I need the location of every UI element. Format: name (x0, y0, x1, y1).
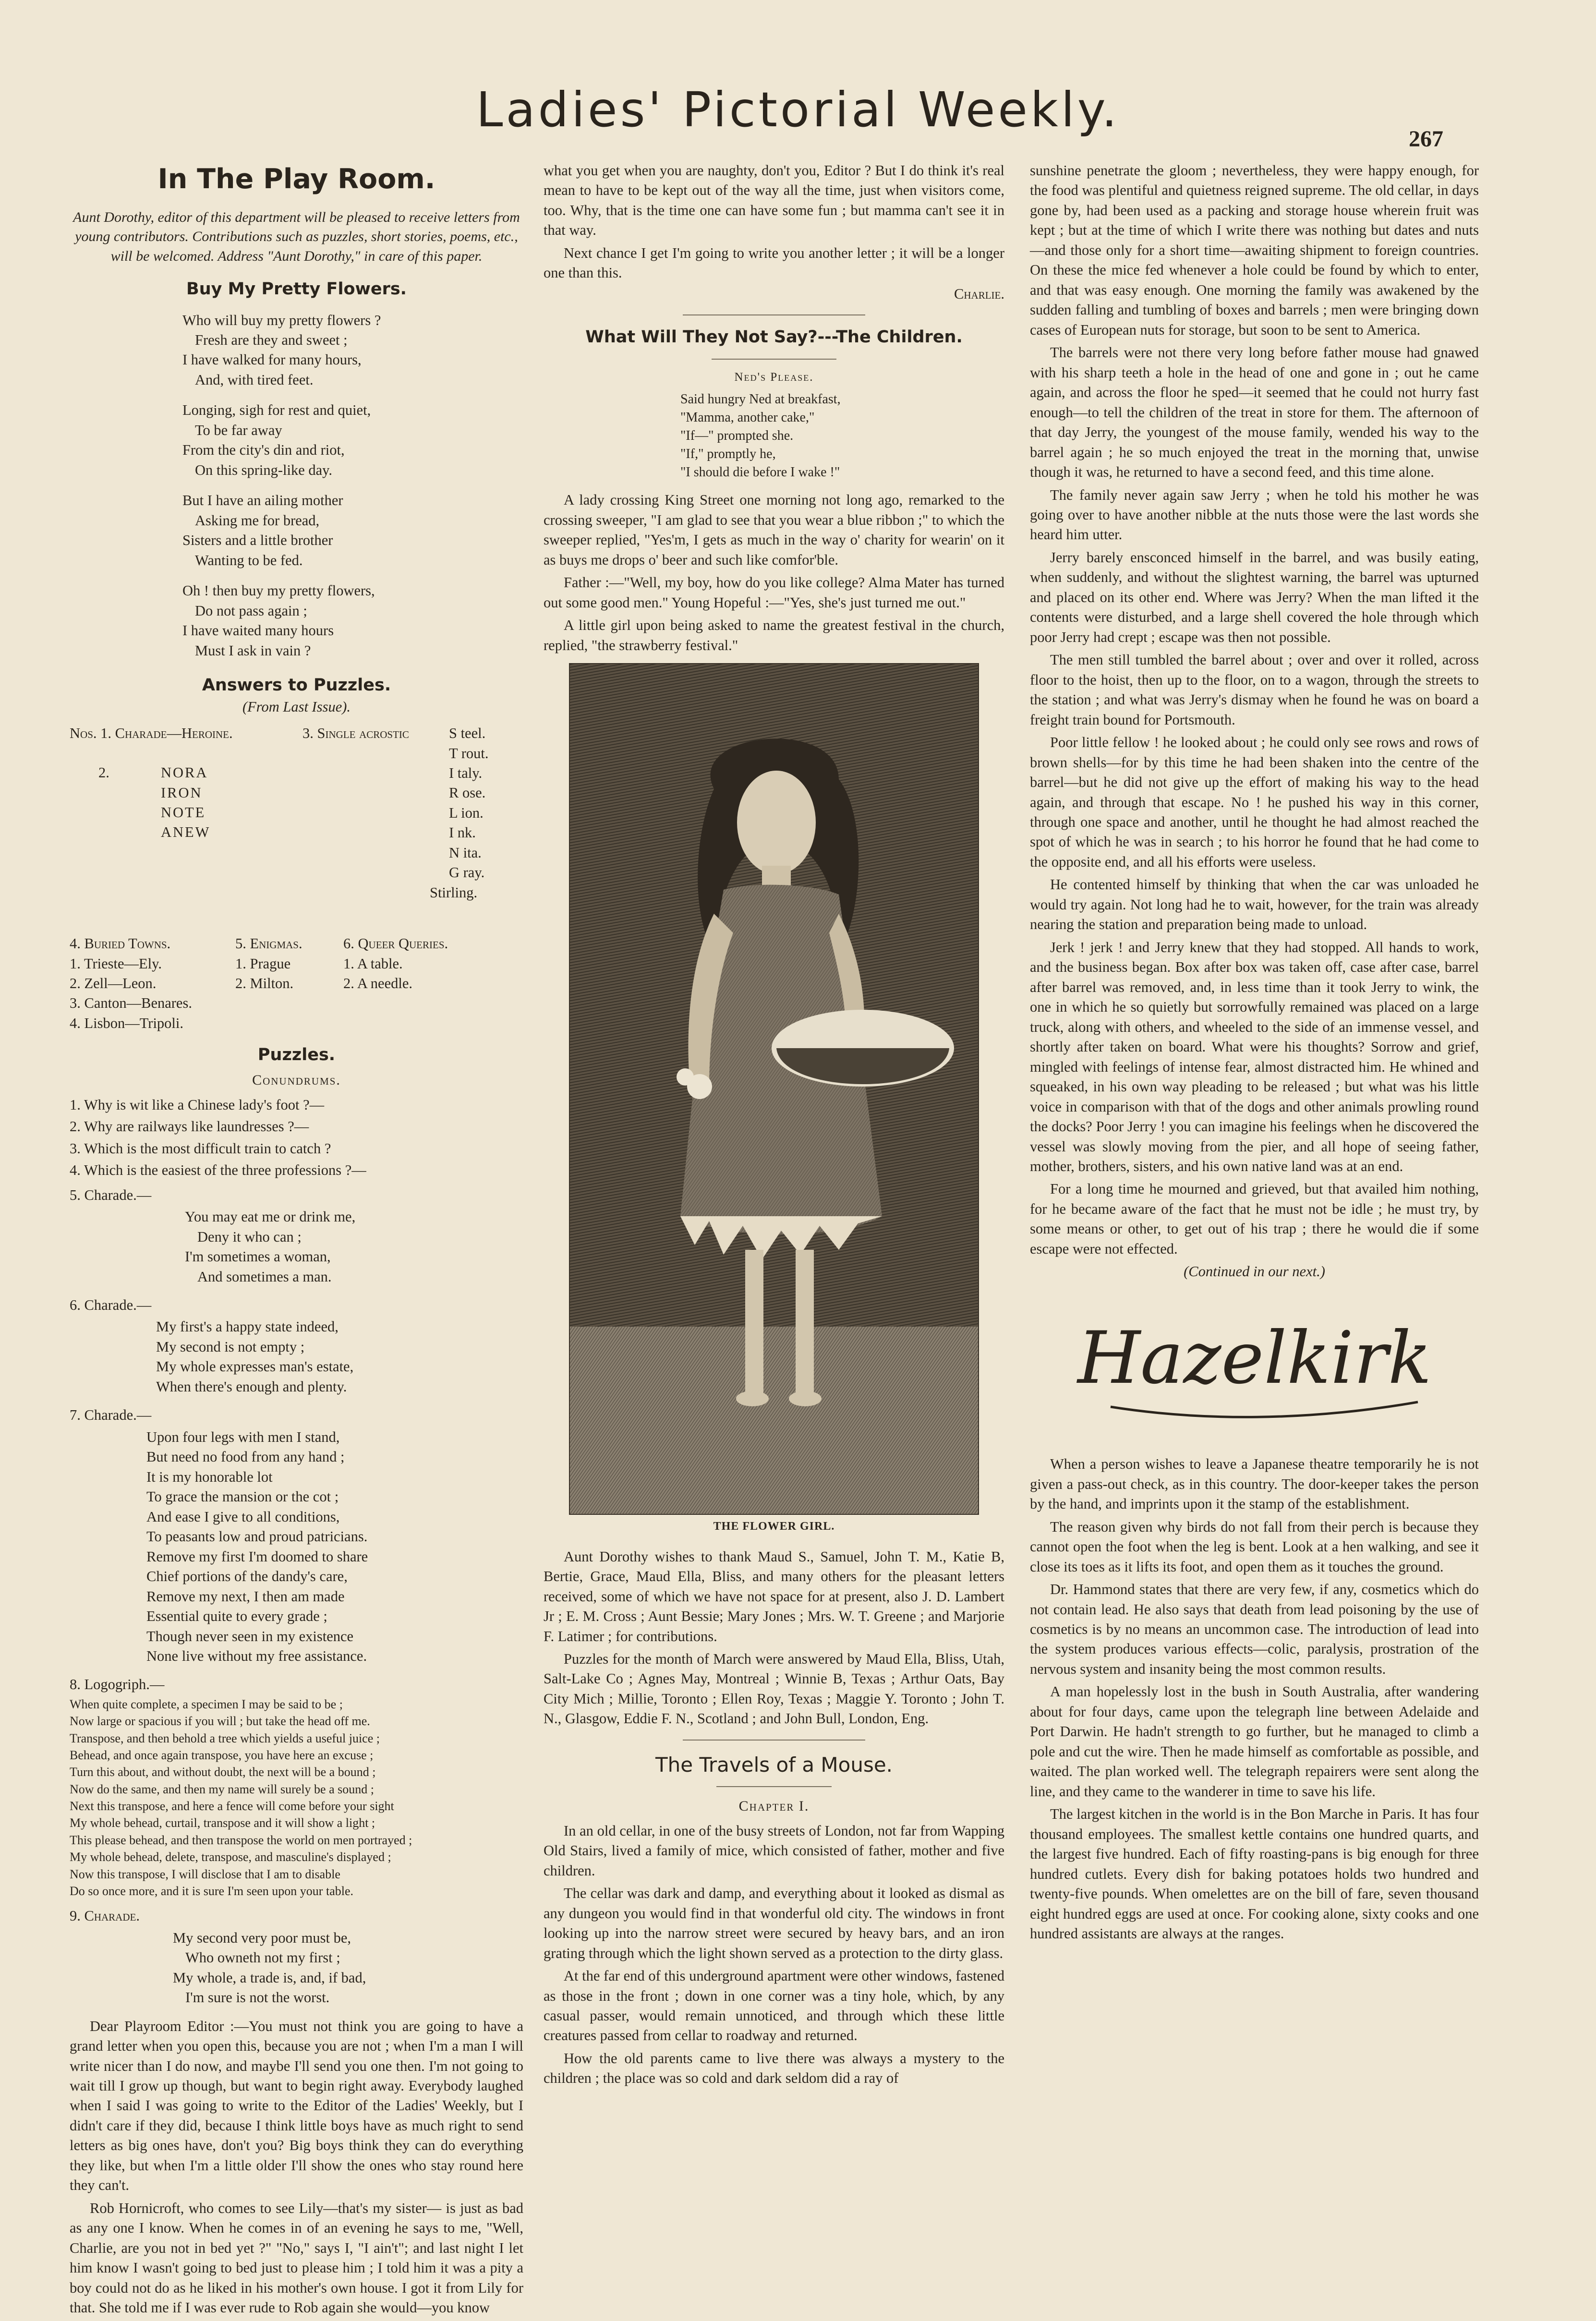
anecdote: A little girl upon being asked to name the greatest festival in the church, replied, "the strawberry festival." (544, 617, 1004, 653)
poem-line: And, with tired feet. (195, 371, 314, 388)
word-square-row: NOTE (161, 804, 206, 821)
signature-text: Hazelkirk (1077, 1316, 1432, 1400)
note-paragraph: When a person wishes to leave a Japanese theatre temporarily he is not given a pass-out check, as in this country. The door-keeper takes the person by the hand, and imprints upon it the stamp of the establishment. (1030, 1456, 1479, 1512)
story-title: The Travels of a Mouse. (655, 1753, 893, 1777)
poem-line: Sisters and a little brother (182, 532, 333, 549)
story-paragraph: The men still tumbled the barrel about ; over and over it rolled, across floor to the hoist, then up to the floor, on to a wagon, through the streets to the station ; and what was Jerry's dismay when he found he was on board a freight train bound for Portsmouth. (1030, 652, 1479, 728)
hazelkirk-signature-logo (1030, 1311, 1479, 1431)
poem-line: But I have an ailing mother (182, 492, 343, 509)
poem (182, 311, 523, 661)
verse-line: Next this transpose, and here a fence will come before your sight (70, 1799, 394, 1813)
story-paragraph: In an old cellar, in one of the busy streets of London, not far from Wapping Old Stairs, lived a family of mice, which consisted of father, mother and five children. (544, 1822, 1004, 1879)
conundrums-list (70, 1095, 523, 1181)
verse-line: My whole behead, curtail, transpose and it will show a light ; (70, 1816, 375, 1830)
poem-title: Buy My Pretty Flowers. (186, 279, 407, 299)
answers-column-head: 5. Enigmas. (235, 935, 302, 952)
engraving-illustration (570, 664, 978, 1514)
story-paragraph: The family never again saw Jerry ; when he told his mother he was going over to have another nibble at the nuts those were the last words she heard him utter. (1030, 486, 1479, 543)
puzzle-label: 5. Charade.— (70, 1186, 152, 1203)
verse-line: To grace the mansion or the cot ; (146, 1488, 339, 1505)
verse-line: You may eat me or drink me, (185, 1209, 356, 1225)
verse-line: "If," promptly he, (680, 447, 776, 462)
answer-cell (235, 993, 343, 1013)
answer-charade: Nos. 1. Charade—Heroine. (70, 725, 233, 742)
puzzle-7 (70, 1405, 523, 1666)
story-paragraph: The barrels were not there very long before father mouse had gnawed with his sharp teeth a hole in the head of one and gone in ; out he came again, and across the floor he sped—it seemed that he could not hurry fast enough—to tell the children of the treat in store for them. The afternoon of that day Jerry, the youngest of the mouse family, wended his way to the barrel again ; he so much enjoyed the treat in the morning that, unwise though it was, he returned to have a second feed, and this time alone. (1030, 344, 1479, 481)
verse-line: Remove my next, I then am made (146, 1588, 345, 1605)
word-square-row: NORA (161, 764, 208, 781)
answers-block (70, 724, 523, 925)
verse-line: Essential quite to every grade ; (146, 1608, 327, 1625)
poem-stanza (182, 581, 523, 661)
chapter-heading: Chapter I. (738, 1798, 810, 1814)
acrostic-row: T rout. (449, 745, 489, 762)
story-paragraph: sunshine penetrate the gloom ; nevertheless, they were happy enough, for the food was plentiful and quietness reigned supreme. The old cellar, in days gone by, had been used as a packing and storage house wherein fruit was kept ; but at the time of which I write there was nothing but dates and nuts—and those only for a short time—awaiting shipment to foreign countries. On these the mice fed whenever a hole could be found by which to enter, and that was easy enough. One morning the family was awakened by the sudden falling and tumbling of boxes and barrels ; men were bringing down cases of European nuts for storage, but soon to be sent to America. (1030, 162, 1479, 338)
acrostic-answers (430, 724, 489, 903)
answer-cell: 4. Lisbon—Tripoli. (70, 1015, 183, 1031)
puzzle-verse (70, 1696, 523, 1899)
verse-line: Transpose, and then behold a tree which yields a useful juice ; (70, 1731, 380, 1745)
answer-cell: 2. Zell—Leon. (70, 975, 157, 991)
puzzle-9 (70, 1906, 523, 2007)
verse-line: Now do the same, and then my name will surely be a sound ; (70, 1782, 374, 1796)
acrostic-row: L ion. (449, 804, 484, 821)
answer-cell: 3. Canton—Benares. (70, 995, 192, 1012)
poem-line: I have waited many hours (182, 622, 334, 639)
answer-cell (343, 993, 523, 1013)
acrostic-row: I taly. (449, 765, 483, 781)
verse-line: My whole expresses man's estate, (156, 1358, 354, 1375)
note-paragraph: Dr. Hammond states that there are very few, if any, cosmetics which do not contain lead. He also says that death from lead poisoning by the use of cosmetics is by no means an uncommon case. The introduction of lead into the system produces various effects—colic, paralysis, prostration of the nervous system and insanity being the most common results. (1030, 1581, 1479, 1677)
story-paragraph: Poor little fellow ! he looked about ; he could only see rows and rows of brown shells—for by this time he had been shaken into the centre of the barrel—but he did not give up the effort of making his way to the head again, and through that escape. No ! he pushed his way in this corner, through one space and another, until he thought he had almost reached the spot of which he was in search ; to his horror he found that he had come to the opposite end, and all his efforts were useless. (1030, 734, 1479, 870)
note-paragraph: The reason given why birds do not fall from their perch is because they cannot open the foot when the leg is bent. Look at a hen walking, and see it close its toes as it lifts its foot, and open them as it touches the ground. (1030, 1518, 1479, 1575)
children-sayings-title: What Will They Not Say?---The Children. (585, 327, 963, 347)
poem-line: From the city's din and riot, (182, 442, 345, 459)
answer-cell: 1. Trieste—Ely. (70, 955, 162, 972)
verse-line: And sometimes a man. (197, 1268, 332, 1285)
acrostic-row: Stirling. (430, 884, 478, 901)
verse-line: Now this transpose, I will disclose that I am to disable (70, 1867, 340, 1881)
verse-line: Chief portions of the dandy's care, (146, 1568, 348, 1585)
acrostic-row: S teel. (449, 725, 486, 742)
conundrums-title: Conundrums. (252, 1072, 341, 1088)
puzzle-verse (185, 1207, 523, 1287)
conundrum: 3. Which is the most difficult train to catch ? (70, 1140, 331, 1157)
acrostic-row: N ita. (449, 844, 482, 861)
answer-cell (343, 1014, 523, 1033)
conundrum: 2. Why are railways like laundresses ?— (70, 1118, 309, 1135)
flower-girl-engraving (569, 663, 979, 1515)
letter-paragraph: Rob Hornicroft, who comes to see Lily—that's my sister— is just as bad as any one I know. When he comes in of an evening he says to me, "Well, Charlie, are you not in bed yet ?" "No," says I, "I ain't"; and last night I let him know I wasn't going to bed just to please him ; I told him it was a pity a boy could not do as he liked in his mother's own house. I got it from Lily for that. She told me if I was ever rude to Rob again she would—you know (70, 2200, 523, 2316)
signature-flourish (1077, 1311, 1432, 1426)
divider (716, 1786, 832, 1787)
column-1 (70, 161, 523, 2321)
poem-line: Do not pass again ; (195, 602, 307, 619)
puzzle-label: 8. Logogriph.— (70, 1676, 165, 1693)
acrostic-row: R ose. (449, 785, 486, 801)
story-paragraph: Jerry barely ensconced himself in the barrel, and was busily eating, when suddenly, and without the slightest warning, the barrel was upturned and placed on its other end. Where was Jerry? When the man lifted it the contents were disturbed, and a large shell covered the hole through which poor Jerry had crept ; escape was then not possible. (1030, 549, 1479, 645)
divider (683, 314, 865, 315)
poem-line: On this spring-like day. (195, 461, 333, 478)
verse-line: Said hungry Ned at breakfast, (680, 391, 841, 407)
puzzle-verse (156, 1317, 523, 1397)
answer-cell: 1. A table. (343, 955, 403, 972)
divider (712, 359, 836, 360)
verse-line: Upon four legs with men I stand, (146, 1428, 340, 1445)
puzzle-5 (70, 1185, 523, 1287)
verse-line: Remove my first I'm doomed to share (146, 1548, 368, 1565)
story-paragraph: Jerk ! jerk ! and Jerry knew that they had stopped. All hands to work, and the business began. Box after box was taken off, case after case, barrel after barrel was removed, and, in less time than it took Jerry to wink, the one in which he so quietly but sorrowfully remained was placed on a large truck, along with others, and wheeled to the side of an immense vessel, and shortly after taken on board. What were his thoughts? Sorrow and grief, mingled with feelings of intense fear, almost distracted him. He whined and squeaked, in his own way pleading to be released ; but what was his little voice in comparison with that of the dogs and other animals prowling round the docks? Poor Jerry ! you can imagine his feelings when he discovered the vessel was slowly moving from the pier, and all hope of seeing father, mother, brothers, sisters, and his own native land was at an end. (1030, 939, 1479, 1174)
verse-line: It is my honorable lot (146, 1468, 273, 1485)
verse-line: To peasants low and proud patricians. (146, 1528, 368, 1545)
page-number: 267 (1409, 126, 1443, 152)
answer-cell: 2. Milton. (235, 975, 294, 991)
note-paragraph: A man hopelessly lost in the bush in South Australia, after wandering about for four days, came upon the telegraph line between Adelaide and Port Darwin. He hadn't strength to go further, but he managed to climb a pole and cut the wire. Then he made himself as comfortable as possible, and waited. The plan worked well. The telegraph repairers were sent along the line, and they came to the wanderer in time to save his life. (1030, 1683, 1479, 1800)
word-square (161, 763, 210, 843)
answer-cell (235, 1014, 343, 1033)
story-paragraph: The cellar was dark and damp, and everything about it looked as dismal as any dungeon you would find in that wonderful old city. The windows in front looking up into the narrow street were secured by heavy bars, and an iron grating through which the light shown served as a protection to the dirty glass. (544, 1885, 1004, 1961)
puzzle-6 (70, 1295, 523, 1397)
puzzle-verse (146, 1427, 523, 1667)
verse-line: Who owneth not my first ; (185, 1949, 340, 1966)
note-paragraph: The largest kitchen in the world is in the Bon Marche in Paris. It has four thousand employees. The smallest kettle contains one hundred quarts, and the largest five hundred. Each of fifty roasting-pans is big enough for three hundred cutlets. Every dish for baking potatoes holds two hundred and twenty-five pounds. When omelettes are on the bill of fare, seven thousand eight hundred eggs are used at once. For cooking alone, sixty cooks and one hundred assistants are always at the ranges. (1030, 1806, 1479, 1942)
verse-line: Turn this about, and without doubt, the next will be a bound ; (70, 1765, 376, 1779)
verse-line: "If—" prompted she. (680, 428, 794, 444)
verse-line: When there's enough and plenty. (156, 1378, 347, 1395)
verse-line: But need no food from any hand ; (146, 1449, 345, 1465)
story-paragraph: He contented himself by thinking that when the car was unloaded he would try again. Not long had he to wait, however, for the train was already nearing the station and preparation being made to unload. (1030, 876, 1479, 933)
story-paragraph: At the far end of this underground apartment were other windows, fastened as those in the front ; down in one corner was a tiny hole, which, by any casual passer, would remain unnoticed, and through which these little creatures passed from cellar to roadway and returned. (544, 1968, 1004, 2044)
answer-cell: 2. A needle. (343, 975, 412, 991)
poem-line: Oh ! then buy my pretty flowers, (182, 582, 375, 599)
word-square-row: ANEW (161, 824, 211, 841)
poem-line: Must I ask in vain ? (195, 642, 311, 659)
puzzles-title: Puzzles. (257, 1045, 336, 1065)
letter-paragraph: Dear Playroom Editor :—You must not think you are going to have a grand letter when you open this, because you are not ; when I'm a man I will write nicer than I do now, and maybe I'll send you one then. I'm not going to wait till I grow up though, but want to begin right away. Everybody laughed when I said I was going to write to the Editor of the Ladies' Weekly, but I didn't care if they did, because I think little boys have as much right to send letters as big ones have, don't you? Big boys think they can do everything they like, but when I'm a little older I'll show the ones who stay round here they can't. (70, 2018, 523, 2194)
verse-line: Behead, and once again transpose, you have here an excuse ; (70, 1748, 374, 1762)
thanks-paragraph: Aunt Dorothy wishes to thank Maud S., Samuel, John T. M., Katie B, Bertie, Grace, Maud Ella, Bliss, and many others for the pleasant letters received, some of which we have not space for at present, also J. D. Lambert Jr ; E. M. Cross ; Aunt Bessie; Mary Jones ; Mrs. W. T. Greene ; and Marjorie F. Latimer ; for contributions. (544, 1548, 1004, 1644)
verse-line: Now large or spacious if you will ; but take the head off me. (70, 1714, 370, 1729)
answers-column-head: 6. Queer Queries. (343, 935, 448, 952)
puzzle-8 (70, 1675, 523, 1899)
section-heading: In The Play Room. (157, 163, 435, 195)
verse-line: My first's a happy state indeed, (156, 1318, 339, 1335)
puzzle-label: 7. Charade.— (70, 1407, 152, 1424)
poem-line: Asking me for bread, (195, 512, 320, 529)
letter-signature: Charlie. (954, 285, 1004, 302)
column-2 (544, 161, 1004, 2091)
verse-line: "Mamma, another cake," (680, 410, 815, 425)
answers-subtitle: (From Last Issue). (242, 698, 351, 715)
poem-line: Who will buy my pretty flowers ? (182, 312, 381, 328)
answers-column-head: 4. Buried Towns. (70, 935, 171, 952)
department-intro: Aunt Dorothy, editor of this department will be pleased to receive letters from young contributors. Contributions such as puzzles, short stories, poems, etc., will be welcomed. Address "Aunt Dorothy," in care of this paper. (73, 209, 520, 265)
verse-line: This please behead, and then transpose the world on men portrayed ; (70, 1833, 412, 1847)
masthead: Ladies' Pictorial Weekly. (476, 82, 1120, 138)
verse-line: I'm sure is not the worst. (185, 1989, 330, 2006)
verse-line: I'm sometimes a woman, (185, 1248, 331, 1265)
continued-note: (Continued in our next.) (1184, 1263, 1325, 1280)
verse-line: Deny it who can ; (197, 1228, 302, 1245)
answer-acrostic-label: 3. Single acrostic (302, 725, 409, 742)
ned-verse (680, 390, 1004, 482)
anecdote: Father :—"Well, my boy, how do you like college? Alma Mater has turned out some good men." Young Hopeful :—"Yes, she's just turned me out." (544, 574, 1004, 611)
acrostic-row: G ray. (449, 864, 485, 881)
verse-line: Do so once more, and it is sure I'm seen upon your table. (70, 1884, 353, 1898)
answers-title: Answers to Puzzles. (202, 676, 391, 695)
answer-square-label: 2. (98, 764, 109, 781)
verse-line: My second very poor must be, (173, 1929, 351, 1946)
divider (683, 1740, 865, 1741)
poem-stanza (182, 311, 523, 390)
puzzle-solvers-paragraph: Puzzles for the month of March were answered by Maud Ella, Bliss, Utah, Salt-Lake Co ; Agnes May, Montreal ; Winnie B, Texas ; Arthur Oats, Bay City Mich ; Millie, Toronto ; Ellen Roy, Texas ; Maggie Y. Toronto ; John T. N., Glasgow, Eddie F. N., Scotland ; and John Bull, London, Eng. (544, 1650, 1004, 1727)
poem-line: Wanting to be fed. (195, 552, 303, 568)
letter-closing: Next chance I get I'm going to write you another letter ; it will be a longer one than this. (544, 244, 1004, 281)
puzzle-verse (173, 1928, 523, 2008)
anecdote: A lady crossing King Street one morning not long ago, remarked to the crossing sweeper, "I am glad to see that you wear a blue ribbon ;" to which the sweeper replied, "Yes'm, I gets as much in the way o' charity for wearin' on it as buys me drops o' beer and such like comfor'ble. (544, 492, 1004, 568)
verse-line: When quite complete, a specimen I may be said to be ; (70, 1697, 343, 1711)
conundrum: 4. Which is the easiest of the three professions ?— (70, 1162, 366, 1179)
story-paragraph: For a long time he mourned and grieved, but that availed him nothing, for he became aware of the fact that he must not be idle ; he must try, by some means or other, to get out of his trap ; there he would die if some escape were not effected. (1030, 1181, 1479, 1257)
word-square-row: IRON (161, 784, 203, 801)
verse-line: My second is not empty ; (156, 1338, 305, 1355)
verse-line: My whole behead, delete, transpose, and masculine's displayed ; (70, 1850, 391, 1864)
verse-line: None live without my free assistance. (146, 1647, 367, 1664)
verse-line: My whole, a trade is, and, if bad, (173, 1969, 366, 1986)
story-paragraph: How the old parents came to live there was always a mystery to the children ; the place was so cold and dark seldom did a ray of (544, 2050, 1004, 2087)
puzzle-label: 6. Charade.— (70, 1297, 152, 1314)
verse-line: And ease I give to all conditions, (146, 1508, 340, 1525)
answer-cell: 1. Prague (235, 955, 291, 972)
verse-line: Though never seen in my existence (146, 1628, 354, 1644)
poem-line: Longing, sigh for rest and quiet, (182, 402, 371, 419)
letter-continued: what you get when you are naughty, don't you, Editor ? But I do think it's real mean to have to be kept out of the way all the time, just when visitors come, too. Why, that is the time one can have some fun ; but mamma can't see it in that way. (544, 162, 1004, 239)
poem-line: To be far away (195, 422, 282, 438)
acrostic-row: I nk. (449, 824, 476, 841)
answers-table (70, 934, 523, 1033)
poem-stanza (182, 491, 523, 570)
poem-line: I have walked for many hours, (182, 351, 362, 368)
engraving-caption: THE FLOWER GIRL. (713, 1520, 835, 1533)
column-3 (1030, 161, 1479, 1947)
puzzle-label: 9. Charade. (70, 1908, 140, 1924)
verse-line: "I should die before I wake !" (680, 465, 840, 480)
poem-stanza (182, 400, 523, 480)
poem-line: Fresh are they and sweet ; (195, 331, 348, 348)
ned-title: Ned's Please. (734, 370, 814, 384)
conundrum: 1. Why is wit like a Chinese lady's foot ?— (70, 1096, 325, 1113)
